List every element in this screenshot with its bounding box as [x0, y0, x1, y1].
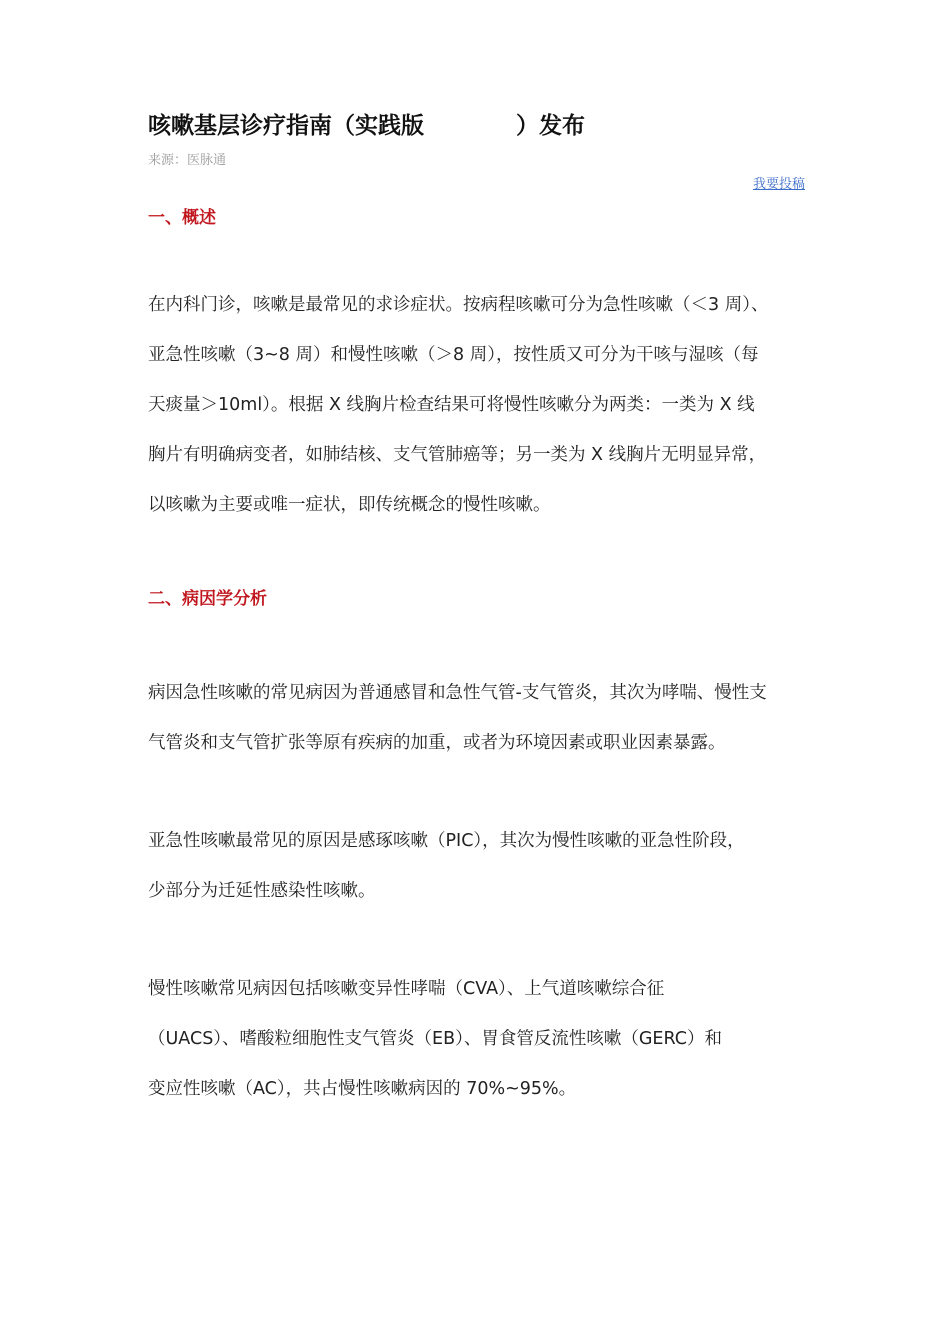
title-part2: ）发布: [516, 113, 585, 139]
page-title: [148, 110, 585, 142]
paragraph-line: 以咳嗽为主要或唯一症状，即传统概念的慢性咳嗽。: [148, 495, 551, 515]
paragraph-subacute-cough: [148, 816, 818, 916]
paragraph-line: 亚急性咳嗽（3~8 周）和慢性咳嗽（＞8 周），按性质又可分为干咳与湿咳（每: [148, 345, 759, 365]
title-part1: 咳嗽基层诊疗指南（实践版: [148, 113, 424, 139]
article-source: 来源：医脉通: [148, 153, 227, 168]
paragraph-line: 在内科门诊，咳嗽是最常见的求诊症状。按病程咳嗽可分为急性咳嗽（＜3 周）、: [148, 295, 769, 315]
paragraph-line: 慢性咳嗽常见病因包括咳嗽变异性哮喘（CVA）、上气道咳嗽综合征: [148, 979, 665, 999]
paragraph-acute-cough: [148, 668, 818, 768]
paragraph-line: 病因急性咳嗽的常见病因为普通感冒和急性气管-支气管炎，其次为哮喘、慢性支: [148, 683, 767, 703]
paragraph-line: （UACS）、嗜酸粒细胞性支气管炎（EB）、胃食管反流性咳嗽（GERC）和: [148, 1029, 722, 1049]
paragraph-line: 天痰量＞10ml）。根据 X 线胸片检查结果可将慢性咳嗽分为两类：一类为 X 线: [148, 395, 755, 415]
paragraph-line: 亚急性咳嗽最常见的原因是感琢咳嗽（PIC），其次为慢性咳嗽的亚急性阶段，: [148, 831, 745, 851]
contribute-link[interactable]: 我要投稿: [752, 177, 805, 192]
paragraph-chronic-cough: [148, 964, 818, 1114]
section-heading-overview: 一、概述: [148, 208, 216, 228]
paragraph-overview: [148, 280, 818, 530]
paragraph-line: 少部分为迁延性感染性咳嗽。: [148, 881, 376, 901]
paragraph-line: 胸片有明确病变者，如肺结核、支气管肺癌等；另一类为 X 线胸片无明显异常，: [148, 445, 767, 465]
section-heading-etiology: 二、病因学分析: [148, 589, 267, 609]
paragraph-line: 变应性咳嗽（AC），共占慢性咳嗽病因的 70%~95%。: [148, 1079, 577, 1099]
paragraph-line: 气管炎和支气管扩张等原有疾病的加重，或者为环境因素或职业因素暴露。: [148, 733, 726, 753]
